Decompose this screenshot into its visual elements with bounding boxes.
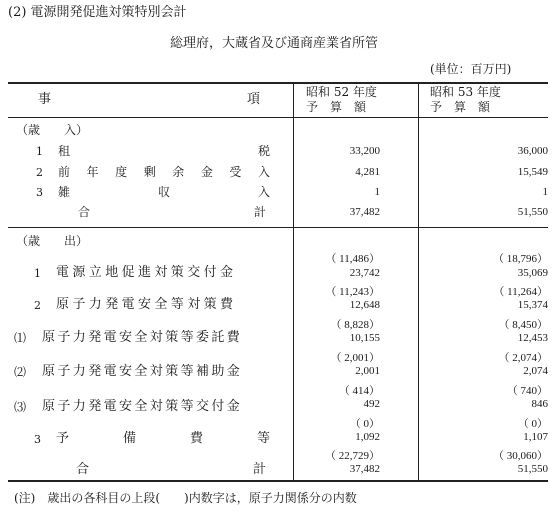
header-item-char-1: 事: [38, 92, 52, 107]
exp-row-3-fy52: 1,092: [355, 431, 380, 443]
exp-row-2b-num: ⑵: [14, 365, 27, 379]
table-bottom-border: [8, 480, 548, 482]
exp-row-2-fy52: 12,648: [349, 299, 380, 311]
col1-header-line1: 昭和 52 年度: [306, 85, 377, 99]
section-title: (2) 電源開発促進対策特別会計: [8, 5, 187, 20]
revenue-row-2-num: 2: [36, 166, 43, 179]
exp-row-2b-fy52-nuclear: （ 2,001）: [330, 352, 380, 364]
exp-total-fy52-nuclear: （ 22,729）: [325, 450, 380, 462]
exp-row-2c-fy52-nuclear: （ 414）: [338, 385, 380, 397]
exp-row-3-fy52-nuclear: （ 0）: [349, 418, 380, 430]
exp-row-2a-fy52-nuclear: （ 8,828）: [330, 319, 380, 331]
revenue-row-1-fy53: 36,000: [517, 145, 548, 157]
revenue-row-2-fy53: 15,549: [517, 166, 548, 178]
col1-header-line2: 予 算 額: [306, 100, 367, 114]
exp-row-2-num: 2: [34, 299, 41, 312]
exp-row-2a-fy53: 12,453: [517, 332, 548, 344]
col2-header-line2: 予 算 額: [430, 100, 491, 114]
revenue-total-label: 合 計: [78, 205, 266, 219]
footnote: (注) 歳出の各科目の上段( )内数字は，原子力関係分の内数: [14, 491, 357, 505]
column-divider-1: [293, 83, 294, 480]
exp-row-2-fy53-nuclear: （ 11,264）: [493, 286, 548, 298]
exp-row-2-fy52-nuclear: （ 11,243）: [325, 286, 380, 298]
exp-total-fy53-nuclear: （ 30,060）: [493, 450, 548, 462]
exp-total-label: 合 計: [76, 462, 266, 477]
table-top-border: [8, 82, 548, 84]
section-divider: [8, 227, 548, 228]
exp-row-2b-label: 原子力発電安全対策等補助金: [42, 364, 243, 379]
exp-row-2c-fy53: 846: [531, 398, 548, 410]
exp-row-3-fy53: 1,107: [523, 431, 548, 443]
col2-header-line1: 昭和 53 年度: [430, 85, 501, 99]
exp-total-fy53: 51,550: [517, 463, 548, 475]
revenue-heading: （歳 入）: [16, 123, 89, 137]
exp-row-1-fy53-nuclear: （ 18,796）: [493, 253, 548, 265]
exp-row-2c-label: 原子力発電安全対策等交付金: [42, 399, 243, 414]
exp-row-2a-label: 原子力発電安全対策等委託費: [42, 330, 243, 345]
revenue-row-3-fy53: 1: [542, 186, 548, 198]
exp-row-2a-fy52: 10,155: [349, 332, 380, 344]
revenue-total-fy52: 37,482: [349, 206, 380, 218]
exp-row-2-fy53: 15,374: [517, 299, 548, 311]
column-divider-2: [418, 83, 419, 480]
revenue-row-2-label: 前 年 度 剰 余 金 受 入: [58, 165, 270, 179]
exp-row-1-fy52: 23,742: [349, 267, 380, 279]
revenue-row-1-label: 租 税: [58, 144, 270, 158]
exp-total-fy52: 37,482: [349, 463, 380, 475]
revenue-row-1-num: 1: [36, 145, 43, 158]
exp-row-2b-fy52: 2,001: [355, 365, 380, 377]
revenue-row-1-fy52: 33,200: [349, 145, 380, 157]
header-bottom-border: [8, 117, 548, 118]
exp-row-1-fy52-nuclear: （ 11,486）: [325, 253, 380, 265]
header-item-label: [38, 93, 260, 106]
unit-label: (単位：百万円): [430, 62, 512, 76]
exp-row-1-num: 1: [34, 267, 41, 280]
ministries-subtitle: 総理府，大蔵省及び通商産業省所管: [170, 36, 379, 51]
exp-row-2-label: 原子力発電安全等対策費: [56, 297, 237, 312]
exp-row-1-label: 電源立地促進対策交付金: [56, 265, 237, 280]
exp-row-2c-fy52: 492: [363, 398, 380, 410]
revenue-row-3-label: 雑 収 入: [58, 185, 270, 199]
exp-row-3-fy53-nuclear: （ 0）: [517, 418, 548, 430]
header-item-char-2: 項: [246, 92, 260, 107]
exp-row-2c-num: ⑶: [14, 400, 27, 414]
revenue-row-2-fy52: 4,281: [355, 166, 380, 178]
expenditure-heading: （歳 出）: [16, 234, 89, 248]
exp-row-2b-fy53: 2,074: [523, 365, 548, 377]
exp-row-2b-fy53-nuclear: （ 2,074）: [498, 352, 548, 364]
revenue-row-3-num: 3: [36, 186, 43, 199]
exp-row-1-fy53: 35,069: [517, 267, 548, 279]
exp-row-3-label: 予 備 費 等: [56, 431, 270, 446]
exp-row-2a-fy53-nuclear: （ 8,450）: [498, 319, 548, 331]
exp-row-2c-fy53-nuclear: （ 740）: [506, 385, 548, 397]
exp-row-2a-num: ⑴: [14, 331, 27, 345]
revenue-row-3-fy52: 1: [374, 186, 380, 198]
exp-row-3-num: 3: [34, 433, 41, 446]
revenue-total-fy53: 51,550: [517, 206, 548, 218]
